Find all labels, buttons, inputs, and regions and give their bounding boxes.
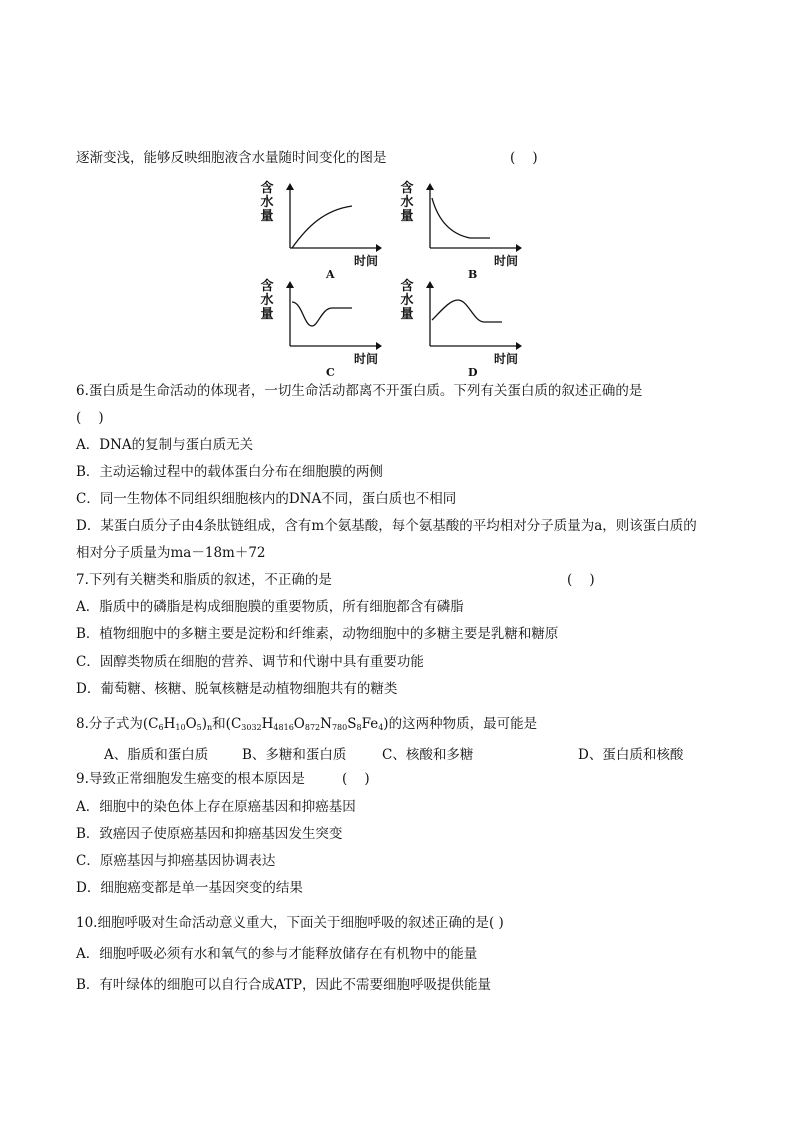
q9-option-a: A．细胞中的染色体上存在原癌基因和抑癌基因 [76, 799, 356, 815]
q8-suffix: 的这两种物质，最可能是 [388, 716, 538, 732]
x-axis-arrow [516, 244, 522, 252]
q8-prefix: 8.分子式为 [76, 716, 143, 732]
graph-option-label: A [326, 268, 335, 281]
y-axis-label-char: 量 [260, 307, 274, 322]
x-axis-arrow [376, 342, 382, 350]
y-axis-arrow [426, 281, 434, 288]
y-axis-label-char: 水 [400, 195, 414, 210]
x-axis-label: 时间 [354, 254, 379, 268]
y-axis-label-char: 量 [260, 209, 274, 224]
y-axis-label-char: 量 [400, 307, 414, 322]
q6-option-b: B．主动运输过程中的载体蛋白分布在细胞膜的两侧 [76, 464, 383, 480]
q7-stem: 7.下列有关糖类和脂质的叙述，不正确的是 [76, 572, 332, 588]
data-curve [292, 302, 352, 326]
q9-option-b: B．致癌因子使原癌基因和抑癌基因发生突变 [76, 826, 343, 842]
q7-option-d: D．葡萄糖、核糖、脱氧核糖是动植物细胞共有的糖类 [76, 681, 398, 697]
q8-option-c: C、核酸和多糖 [382, 747, 474, 763]
q9-option-c: C．原癌基因与抑癌基因协调表达 [76, 853, 276, 869]
graph-d [402, 280, 522, 380]
data-curve [292, 206, 352, 248]
y-axis-label [400, 182, 414, 224]
graph-option-label: B [468, 268, 478, 281]
q6-stem: 6.蛋白质是生命活动的体现者，一切生命活动都离不开蛋白质。下列有关蛋白质的叙述正确的是 [76, 383, 643, 399]
graph-c [262, 280, 382, 380]
q7-option-c: C．固醇类物质在细胞的营养、调节和代谢中具有重要功能 [76, 654, 424, 670]
y-axis-label [260, 182, 274, 224]
y-axis-label-char: 水 [260, 293, 274, 308]
q10-option-b: B．有叶绿体的细胞可以自行合成ATP，因此不需要细胞呼吸提供能量 [76, 977, 492, 993]
x-axis-label: 时间 [494, 352, 519, 366]
q8-formula-2: $(C_{3032}H_{4816}O_{872}N_{780}S_8Fe_4)$ [225, 716, 389, 732]
q8-option-b: B、多糖和蛋白质 [242, 747, 347, 763]
y-axis-label-char: 含 [400, 181, 414, 196]
q6-option-a: A．DNA的复制与蛋白质无关 [76, 437, 254, 453]
y-axis-arrow [286, 281, 294, 288]
y-axis-label-char: 水 [400, 293, 414, 308]
graph-option-label: C [326, 366, 335, 379]
y-axis-label [260, 280, 274, 322]
graph-a [262, 182, 382, 282]
y-axis-label-char: 水 [260, 195, 274, 210]
q6-option-d-continued: 相对分子质量为ma－18m＋72 [76, 545, 266, 561]
y-axis-label-char: 含 [260, 279, 274, 294]
q10-option-a: A．细胞呼吸必须有水和氧气的参与才能释放储存在有机物中的能量 [76, 946, 478, 962]
q8-and: 和 [212, 716, 226, 732]
data-curve [432, 198, 490, 238]
y-axis-label [400, 280, 414, 322]
x-axis-arrow [516, 342, 522, 350]
q7-answer-paren[interactable]: ( ) [567, 572, 595, 588]
q8-formula-1: $(C_6H_{10}O_5)_n$ [142, 716, 213, 732]
q7-option-a: A．脂质中的磷脂是构成细胞膜的重要物质，所有细胞都含有磷脂 [76, 599, 464, 615]
q5-answer-paren[interactable]: ( ) [510, 150, 538, 166]
x-axis-label: 时间 [494, 254, 519, 268]
q5-stem-tail: 逐渐变浅，能够反映细胞液含水量随时间变化的图是 [76, 150, 387, 166]
graph-b [402, 182, 522, 282]
q6-option-c: C．同一生物体不同组织细胞核内的DNA不同，蛋白质也不相同 [76, 491, 457, 507]
q9-option-d: D．细胞癌变都是单一基因突变的结果 [76, 880, 303, 896]
x-axis-label: 时间 [354, 352, 379, 366]
y-axis-label-char: 含 [260, 181, 274, 196]
q9-answer-paren[interactable]: ( ) [342, 771, 370, 787]
q10-answer-paren[interactable]: ( ) [488, 915, 504, 931]
y-axis-arrow [286, 183, 294, 190]
q8-option-a: A、脂质和蛋白质 [104, 747, 209, 763]
q9-stem: 9.导致正常细胞发生癌变的根本原因是 [76, 771, 305, 787]
q8-options [104, 746, 704, 764]
graph-option-label: D [468, 366, 478, 379]
q6-option-d: D．某蛋白质分子由4条肽链组成，含有m个氨基酸，每个氨基酸的平均相对分子质量为a，则该蛋白质的 [76, 518, 697, 534]
q7-option-b: B．植物细胞中的多糖主要是淀粉和纤维素，动物细胞中的多糖主要是乳糖和糖原 [76, 626, 559, 642]
x-axis-arrow [376, 244, 382, 252]
data-curve [432, 300, 502, 322]
q10-stem: 10.细胞呼吸对生命活动意义重大，下面关于细胞呼吸的叙述正确的是( ) [76, 915, 504, 931]
q8-option-d: D、蛋白质和核酸 [578, 747, 684, 763]
y-axis-label-char: 含 [400, 279, 414, 294]
y-axis-label-char: 量 [400, 209, 414, 224]
y-axis-arrow [426, 183, 434, 190]
q6-answer-paren[interactable]: ( ) [76, 410, 104, 426]
q8-stem [76, 715, 537, 733]
